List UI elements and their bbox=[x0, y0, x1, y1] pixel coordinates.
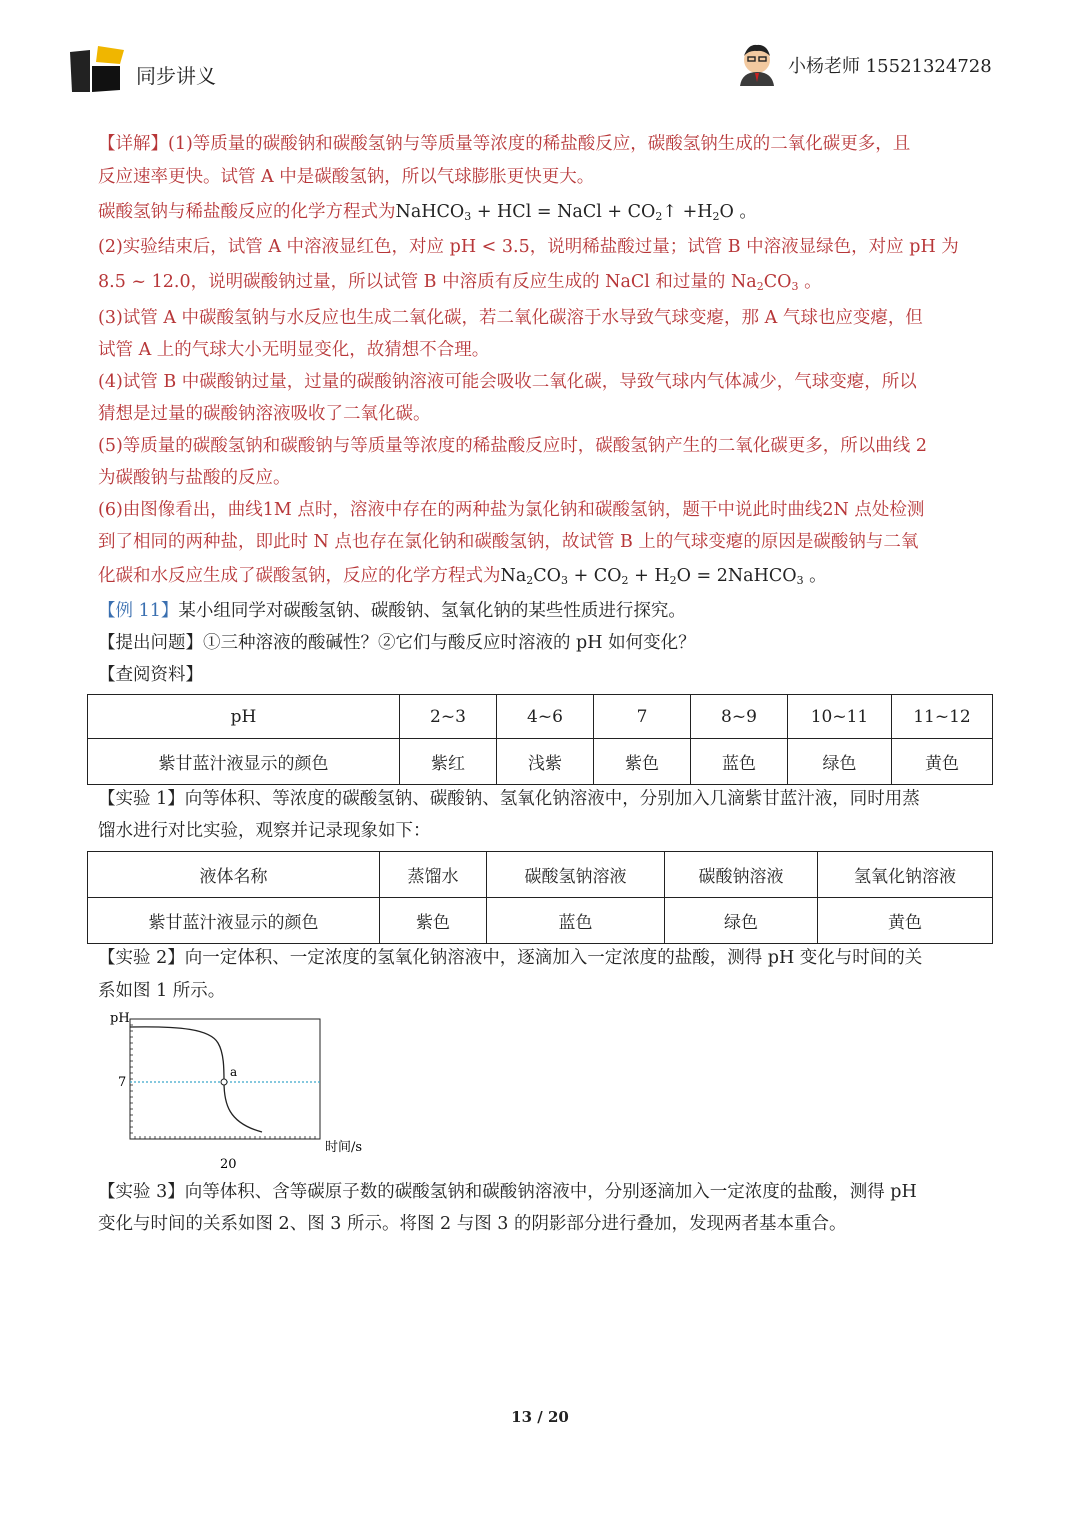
point-a-label: a bbox=[230, 1065, 238, 1079]
teacher-avatar bbox=[734, 40, 780, 86]
solution-p2b: 8.5 ~ 12.0，说明碳酸钠过量，所以试管 B 中溶质有反应生成的 NaCl 和过量的 $Na_2CO_3$ 。 bbox=[98, 272, 822, 293]
exp1-line1: 【实验 1】向等体积、等浓度的碳酸氢钠、碳酸钠、氢氧化钠溶液中，分别加入几滴紫甘蓝汁液，同时用蒸 bbox=[98, 789, 920, 809]
table-row: pH 2~3 4~6 7 8~9 10~11 11~12 bbox=[88, 695, 993, 739]
y-axis-label: pH bbox=[110, 1011, 130, 1026]
solution-p3b: 试管 A 上的气球大小无明显变化，故猜想不合理。 bbox=[98, 340, 490, 360]
x-axis-label: 时间/s bbox=[325, 1140, 363, 1155]
solution-p2a: (2)实验结束后，试管 A 中溶液显红色，对应 pH < 3.5，说明稀盐酸过量；试管 B 中溶液显绿色，对应 pH 为 bbox=[98, 237, 959, 257]
example-lookup: 【查阅资料】 bbox=[98, 665, 203, 685]
solution-p4a: (4)试管 B 中碳酸钠过量，过量的碳酸钠溶液可能会吸收二氧化碳，导致气球内气体减少，气球变瘪，所以 bbox=[98, 372, 917, 392]
example-label: 【例 11】 bbox=[98, 601, 179, 621]
teacher-info: 小杨老师 15521324728 bbox=[788, 56, 992, 77]
solution-p3a: (3)试管 A 中碳酸氢钠与水反应也生成二氧化碳，若二氧化碳溶于水导致气球变瘪，那 A 气球也应变瘪，但 bbox=[98, 308, 923, 328]
ph-curve bbox=[130, 1027, 262, 1132]
ph-time-chart bbox=[100, 1005, 380, 1175]
ph-color-table bbox=[87, 694, 993, 785]
solution-p6c: 化碳和水反应生成了碳酸氢钠，反应的化学方程式为$Na_2CO_3 + CO_2 + H_2O$ = 2NaHCO$_3$ 。 bbox=[98, 566, 827, 587]
exp2-line2: 系如图 1 所示。 bbox=[98, 981, 226, 1001]
solution-eq1: 碳酸氢钠与稀盐酸反应的化学方程式为NaHCO$_3$ + HCl = NaCl + $CO_2↑ +H_2O$ 。 bbox=[98, 202, 757, 223]
example-intro: 【例 11】某小组同学对碳酸氢钠、碳酸钠、氢氧化钠的某些性质进行探究。 bbox=[98, 601, 686, 621]
solution-p5b: 为碳酸钠与盐酸的反应。 bbox=[98, 468, 291, 488]
equation-2: $Na_2CO_3 + CO_2 + H_2O$ = 2NaHCO$_3$ 。 bbox=[500, 566, 827, 587]
table-row: 液体名称 蒸馏水 碳酸氢钠溶液 碳酸钠溶液 氢氧化钠溶液 bbox=[88, 852, 993, 898]
x-tick-label: 20 bbox=[220, 1157, 237, 1172]
liquid-color-table bbox=[87, 851, 993, 944]
logo-icon bbox=[68, 44, 126, 94]
solution-p1a: 【详解】(1)等质量的碳酸钠和碳酸氢钠与等质量等浓度的稀盐酸反应，碳酸氢钠生成的二氧化碳更多，且 bbox=[98, 134, 911, 154]
table-row: 紫甘蓝汁液显示的颜色 紫红 浅紫 紫色 蓝色 绿色 黄色 bbox=[88, 739, 993, 785]
y-tick-label: 7 bbox=[118, 1075, 127, 1090]
equation-1: NaHCO$_3$ + HCl = NaCl + $CO_2↑ +H_2O$ 。 bbox=[395, 202, 757, 223]
page-number: 13 / 20 bbox=[511, 1408, 569, 1426]
exp1-line2: 馏水进行对比实验，观察并记录现象如下： bbox=[98, 821, 431, 841]
exp3-line2: 变化与时间的关系如图 2、图 3 所示。将图 2 与图 3 的阴影部分进行叠加，发现两者基本重合。 bbox=[98, 1214, 847, 1234]
solution-p4b: 猜想是过量的碳酸钠溶液吸收了二氧化碳。 bbox=[98, 404, 431, 424]
table-row: 紫甘蓝汁液显示的颜色 紫色 蓝色 绿色 黄色 bbox=[88, 898, 993, 944]
solution-p1b: 反应速率更快。试管 A 中是碳酸氢钠，所以气球膨胀更快更大。 bbox=[98, 167, 595, 187]
header-title: 同步讲义 bbox=[136, 64, 216, 88]
solution-p6b: 到了相同的两种盐，即此时 N 点也存在氯化钠和碳酸氢钠，故试管 B 上的气球变瘪的原因是碳酸钠与二氧 bbox=[98, 532, 919, 552]
solution-p5a: (5)等质量的碳酸氢钠和碳酸钠与等质量等浓度的稀盐酸反应时，碳酸氢钠产生的二氧化碳更多，所以曲线 2 bbox=[98, 436, 927, 456]
example-question: 【提出问题】①三种溶液的酸碱性？②它们与酸反应时溶液的 pH 如何变化？ bbox=[98, 633, 696, 653]
solution-label: 【详解】 bbox=[98, 134, 168, 154]
solution-p6a: (6)由图像看出，曲线1M 点时，溶液中存在的两种盐为氯化钠和碳酸氢钠，题干中说此时曲线2N 点处检测 bbox=[98, 500, 925, 520]
point-a-marker bbox=[221, 1079, 227, 1085]
exp3-line1: 【实验 3】向等体积、含等碳原子数的碳酸氢钠和碳酸钠溶液中，分别逐滴加入一定浓度的盐酸，测得 pH bbox=[98, 1182, 917, 1202]
exp2-line1: 【实验 2】向一定体积、一定浓度的氢氧化钠溶液中，逐滴加入一定浓度的盐酸，测得 pH 变化与时间的关 bbox=[98, 948, 923, 968]
